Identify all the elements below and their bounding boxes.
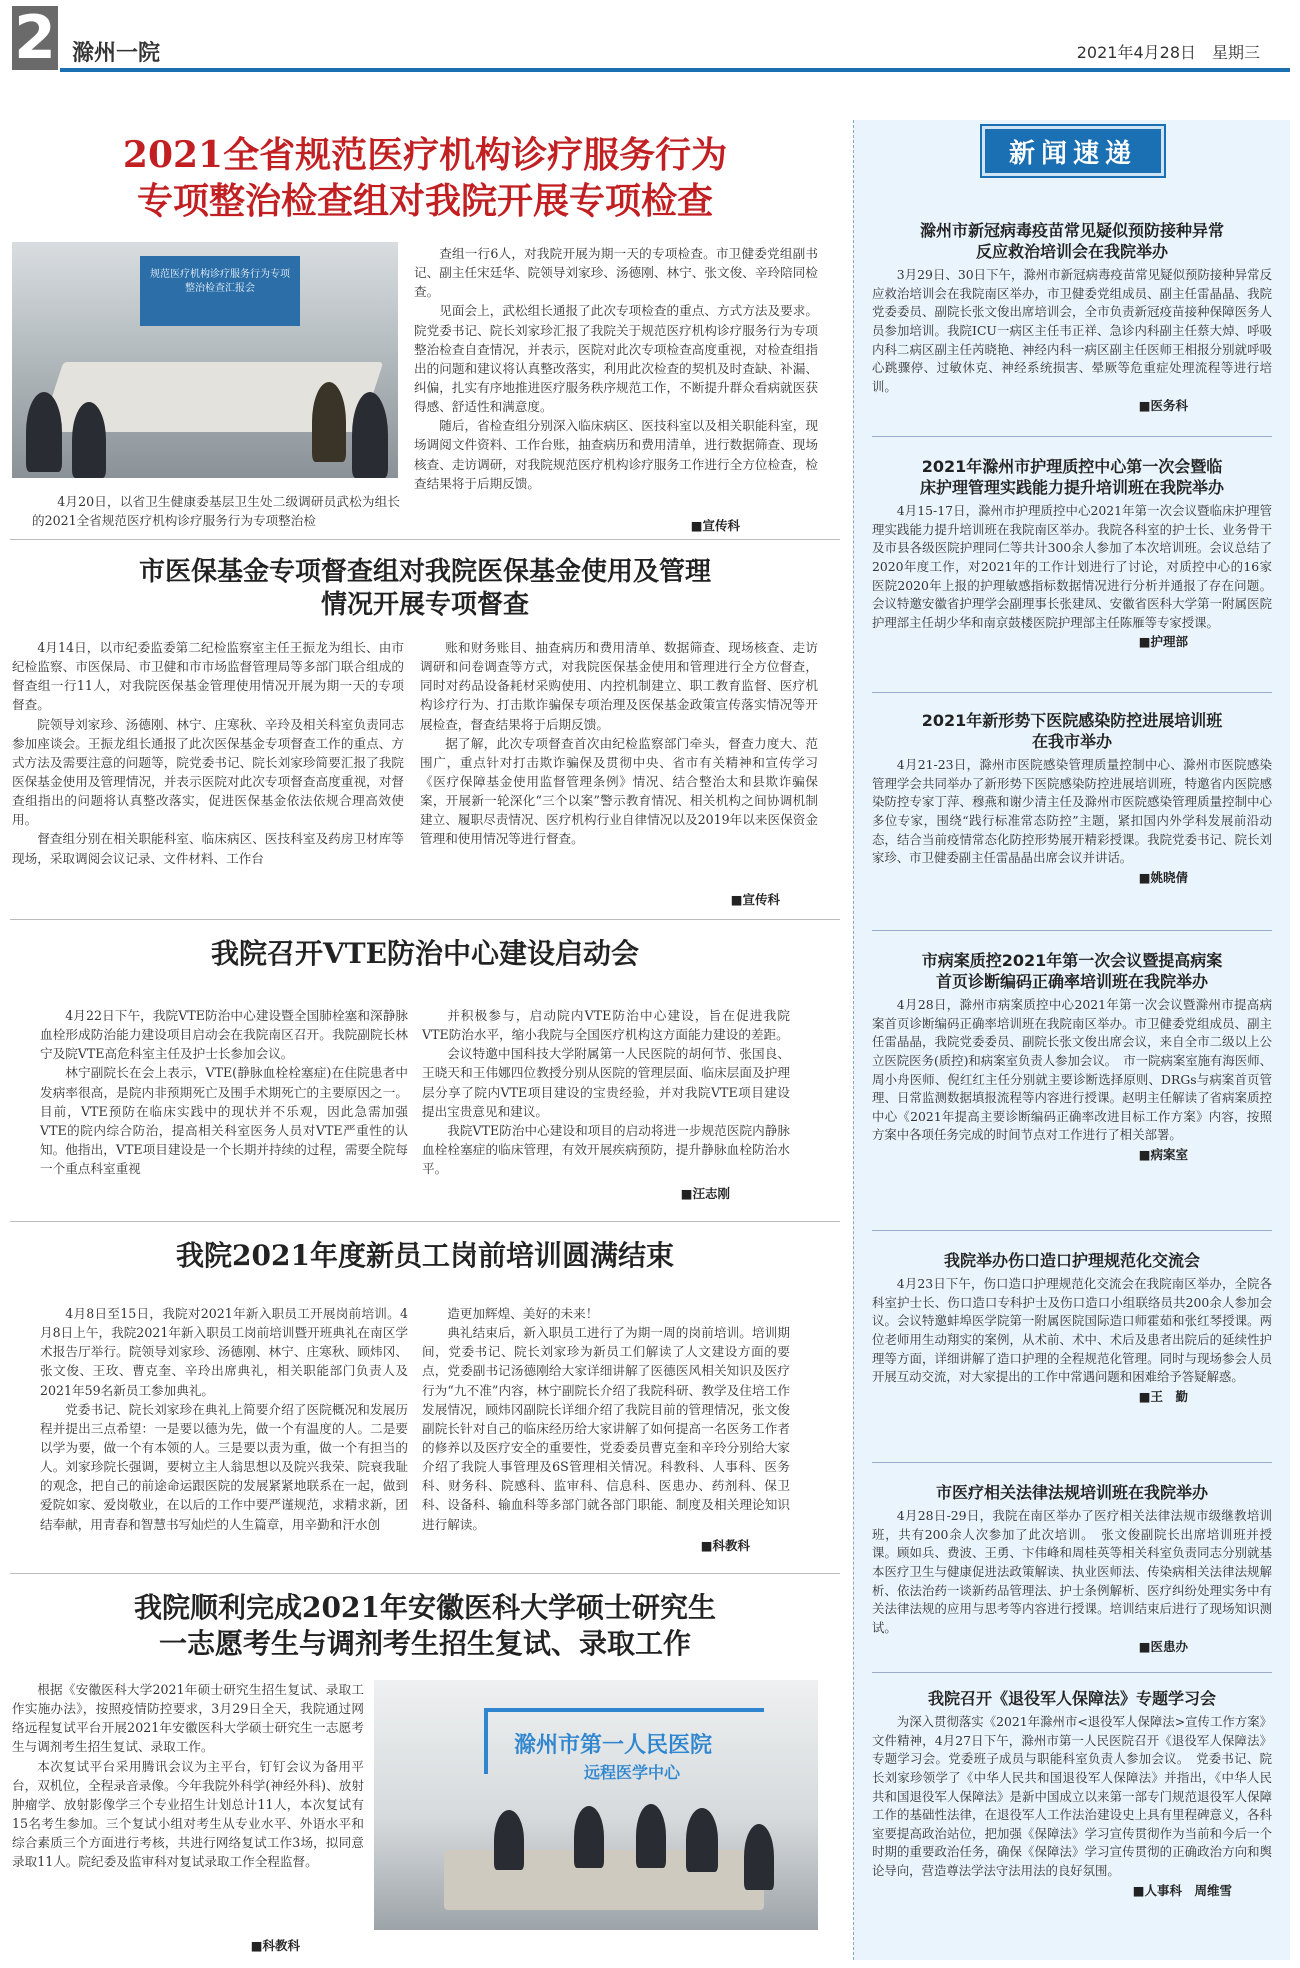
brief-divider [872,930,1272,931]
brief-divider [872,1462,1272,1463]
page-number: 2 [12,6,58,70]
article-body-left: 4月8日至15日，我院对2021年新入职员工开展岗前培训。4月8日上午，我院2021年新入职员工岗前培训暨开班典礼在南区学术报告厅举行。院领导刘家珍、汤德刚、林宁、庄寒秋、顾炜冈、张文俊、王玫、曹克奎、辛玲出席典礼，相关职能部门负责人及2021年59名新员工参加典礼。 党委书记、院长刘家珍在典礼上简要介绍了医院概况和发展历程并提出三点希望：一是要以德为先，做一个有温度的人。二是要以学为要，做一个有本领的人。三是要以责为重，做一个有担当的人。刘家珍院长强调，要树立主人翁思想以及院兴我荣、院衰我耻的观念，把自己的前途命运跟医院的发展紧紧地联系在一起，做到爱院如家、爱岗敬业，在以后的工作中要严谨规范，求精求新，团结奉献，用青春和智慧书写灿烂的人生篇章，用辛勤和汗水创 [40,1306,408,1532]
brief-divider [872,692,1272,693]
attendee-figure [352,392,388,478]
brief-divider [872,1230,1272,1231]
article-credit: ■科教科 [250,1938,300,1953]
brief-item [872,1482,1272,1655]
brief-body: 3月29日、30日下午，滁州市新冠病毒疫苗常见疑似预防接种异常反应救治培训会在我院南区举办，市卫健委党组成员、副主任雷晶晶、我院党委委员、副院长张文俊出席培训会，全市负责新冠疫苗接种保障医务人员参加培训。我院ICU一病区主任韦正祥、急诊内科副主任蔡大焯、呼吸内科二病区副主任芮晓艳、神经内科一病区副主任医师王相报分别就呼吸心跳骤停、过敏休克、神经系统损害、晕厥等危重症处理流程等进行培训。 [872,267,1272,394]
brief-title: 2021年新形势下医院感染防控进展培训班 在我市举办 [921,711,1223,752]
news-brief-sidebar [853,120,1290,1960]
attendee-figure [574,1806,604,1868]
brief-item [872,1688,1272,1899]
brief-divider [872,436,1272,437]
meeting-photo [12,242,398,478]
brief-item [872,950,1272,1163]
article-body-left: 4月22日下午，我院VTE防治中心建设暨全国肺栓塞和深静脉血栓形成防治能力建设项目启动会在我院南区召开。我院副院长林宁及院VTE高危科室主任及护士长参加会议。 林宁副院长在会上表示，VTE(静脉血栓栓塞症)在住院患者中发病率很高，是院内非预期死亡及围手术期死亡的主要原因之一。目前，VTE预防在临床实践中的现状并不乐观，因此急需加强VTE的院内综合防治，提高相关科室医务人员对VTE严重性的认知。他指出，VTE项目建设是一个长期并持续的过程，需要全院每一个重点科室重视 [40,1008,408,1177]
article-body-right: 账和财务账目、抽查病历和费用清单、数据筛查、现场核查、走访调研和问卷调查等方式，对我院医保基金使用和管理进行全方位督查，同时对药品设备耗材采购使用、内控机制建立、职工教育监督、医疗机构诊疗行为、打击欺诈骗保专项治理及医保基金政策宣传落实情况等开展检查，督查结果将于后期反馈。 据了解，此次专项督查首次由纪检监察部门牵头，督查力度大、范围广，重点针对打击欺诈骗保及贯彻中央、省市有关精神和宣传学习《医疗保障基金使用监督管理条例》情况、结合整治太和县欺诈骗保案，开展新一轮深化“三个以案”警示教育情况、相关机构之间协调机制建立、履职尽责情况、医疗机构行业自律情况以及2019年以来医保资金管理和使用情况等进行督查。 [420,640,818,847]
brief-body: 为深入贯彻落实《2021年滁州市<退役军人保障法>宣传工作方案》文件精神，4月27日下午，滁州市第一人民医院召开《退役军人保障法》专题学习会。党委班子成员与职能科室负责人参加会议。 党委书记、院长刘家珍领学了《中华人民共和国退役军人保障法》并指出，《中华人民共和国退役军人保障法》是新中国成立以来第一部专门规范退役军人保障工作的基础性法律，在退役军人工作法治建设史上具有里程碑意义，各科室要提高政治站位，把加强《保障法》学习宣传贯彻作为当前和今后一个时期的重要政治任务，确保《保障法》学习宣传贯彻的正确政治方向和舆论导向，营造尊法学法守法用法的良好氛围。 [872,1714,1272,1878]
brief-credit: ■姚晓倩 [1138,869,1188,885]
brief-credit: ■病案室 [1138,1147,1188,1163]
brief-title: 滁州市新冠病毒疫苗常见疑似预防接种异常 反应救治培训会在我院举办 [919,221,1224,262]
brief-credit: ■医患办 [1138,1639,1188,1655]
attendee-figure [744,1824,774,1890]
brief-body: 4月15-17日，滁州市护理质控中心2021年第一次会议暨临床护理管理实践能力提升培训班在我院南区举办。我院各科室的护士长、业务骨干及市县各级医院护理同仁等共计300余人参加了本次培训班。会议总结了2020年度工作，对2021年的工作计划进行了讨论，对质控中心的16家医院2020年上报的护理敏感指标数据情况进行分析并通报了存在问题。会议特邀安徽省护理学会副理事长张建凤、安徽省医科大学第一附属医院护理部主任胡少华和南京鼓楼医院护理部主任陈雁等专家授课。 [872,503,1272,630]
article-headline: 市医保基金专项督查组对我院医保基金使用及管理 情况开展专项督查 [138,557,711,621]
article-headline: 我院2021年度新员工岗前培训圆满结束 [176,1239,674,1272]
brief-title: 市病案质控2021年第一次会议暨提高病案 首页诊断编码正确率培训班在我院举办 [921,951,1223,992]
article-vte [10,922,840,1222]
brief-item [872,1250,1272,1405]
brief-title: 我院召开《退役军人保障法》专题学习会 [927,1689,1216,1708]
article-medical-insurance [10,542,840,920]
brief-body: 4月28日-29日，我院在南区举办了医疗相关法律法规市级继教培训班，共有200余人次参加了此次培训。 张文俊副院长出席培训班并授课。顾如兵、费波、王勇、卞伟峰和周桂英等相关科室负责同志分别就基本医疗卫生与健康促进法政策解读、执业医师法、传染病相关法律法规解析、依法治药一谈新药品管理法、护士条例解析、医疗纠纷处理实务中有关法律法规的应用与思考等内容进行授课。培训结束后进行了现场知识测试。 [872,1508,1272,1635]
brief-divider [872,1672,1272,1673]
brief-credit: ■医务科 [1138,398,1188,414]
masthead [0,0,1300,92]
article-new-staff-training [10,1224,840,1574]
brief-item [872,710,1272,886]
attendee-figure [72,402,106,478]
attendee-figure [494,1810,524,1870]
article-credit: ■汪志刚 [680,1186,730,1201]
brief-credit: ■人事科 周维雪 [1132,1882,1232,1898]
main-column [10,120,840,1960]
attendee-figure [636,1804,666,1868]
article-body-right: 并积极参与，启动院内VTE防治中心建设，旨在促进我院VTE防治水平，缩小我院与全国医疗机构这方面能力建设的差距。 会议特邀中国科技大学附属第一人民医院的胡何节、张国良、王晓天和王伟娜四位教授分别从医院的管理层面、临床层面及护理层分享了院内VTE项目建设的宝贵经验，并对我院VTE项目建设提出宝贵意见和建议。 我院VTE防治中心建设和项目的启动将进一步规范医院内静脉血栓栓塞症的临床管理，有效开展疾病预防，提升静脉血栓防治水平。 [422,1008,790,1177]
brief-body: 4月23日下午，伤口造口护理规范化交流会在我院南区举办，全院各科室护士长、伤口造口专科护士及伤口造口小组联络员共200余人参加会议。会议特邀蚌埠医学院第一附属医院国际造口师霍茹和张红琴授课。两位老师用生动翔实的案例，从术前、术中、术后及患者出院后的延续性护理等方面，详细讲解了造口护理的全程规范化管理。同时与现场参会人员开展互动交流，对大家提出的工作中常遇问题和困难给予答疑解惑。 [872,1276,1272,1385]
article-headline: 我院召开VTE防治中心建设启动会 [211,937,639,970]
news-brief-banner: 新闻速递 [982,126,1164,176]
article-headline: 我院顺利完成2021年安徽医科大学硕士研究生 一志愿考生与调剂考生招生复试、录取工作 [134,1591,716,1660]
brief-title: 我院举办伤口造口护理规范化交流会 [943,1251,1200,1270]
brief-credit: ■护理部 [1138,634,1188,650]
masthead-rule [60,68,1290,72]
attendee-figure [26,392,62,472]
projection-screen: 规范医疗机构诊疗服务行为专项整治检查汇报会 [140,256,300,326]
photo-caption: 4月20日，以省卫生健康委基层卫生处二级调研员武松为组长的2021全省规范医疗机构诊疗服务行为专项整治检 [32,494,400,529]
article-credit: ■宣传科 [730,892,780,907]
section-title: 滁州一院 [72,41,161,66]
article-graduate-admission [10,1576,840,1960]
brief-body: 4月28日，滁州市病案质控中心2021年第一次会议暨滁州市提高病案首页诊断编码正确率培训班在我院南区举办。市卫健委党组成员、副主任雷晶晶，我院党委委员、副院长张文俊出席会议，来自全市二级以上公立医院医务(质控)和病案室负责人参加会议。 市一院病案室施有海医师、周小舟医师、倪红红主任分别就主要诊断选择原则、DRGs与病案首页管理、日常监测数据填报流程等内容进行授课。赵明主任解读了省病案质控中心《2021年提高主要诊断编码正确率改进目标工作方案》内容，按照方案中各项任务完成的时间节点对工作进行了相关部署。 [872,997,1272,1143]
article-credit: ■宣传科 [690,518,740,533]
article-headline: 2021全省规范医疗机构诊疗服务行为 专项整治检查组对我院开展专项检查 [122,134,728,223]
brief-item [872,456,1272,650]
attendee-figure [686,1808,718,1872]
issue-date: 2021年4月28日 星期三 [1076,43,1260,62]
article-body-right: 造更加辉煌、美好的未来！ 典礼结束后，新入职员工进行了为期一周的岗前培训。培训期间，党委书记、院长刘家珍为新员工们解读了人文建设方面的要点，党委副书记汤德刚给大家详细讲解了医德医风相关知识及医疗行为“九不准”内容，林宁副院长介绍了我院科研、教学及住培工作发展情况，顾炜冈副院长详细介绍了我院目前的管理情况，张文俊副院长针对自己的临床经历给大家讲解了如何提高一名医务工作者的修养以及医疗安全的重要性，党委委员曹克奎和辛玲分别给大家介绍了我院人事管理及6S管理相关情况。科教科、人事科、医务科、财务科、院感科、监审科、信息科、医患办、药剂科、保卫科、设备科、输血科等多部门就各部门职能、制度及相关理论知识进行解读。 [422,1306,790,1532]
article-body: 查组一行6人，对我院开展为期一天的专项检查。市卫健委党组副书记、副主任宋廷华、院领导刘家珍、汤德刚、林宁、张文俊、辛玲陪同检查。 见面会上，武松组长通报了此次专项检查的重点、方式方法及要求。院党委书记、院长刘家珍汇报了我院关于规范医疗机构诊疗服务行为专项整治检查自查情况，并表示，医院对此次专项检查高度重视，对检查组指出的问题和建议将认真整改落实，利用此次检查的契机及时查缺、补漏、纠偏，扎实有序地推进医疗服务秩序规范工作，不断提升群众看病就医获得感、舒适性和满意度。 随后，省检查组分别深入临床病区、医技科室以及相关职能科室，现场调阅文件资料、工作台账，抽查病历和费用清单，进行数据筛查、现场核查、走访调研，对我院规范医疗机构诊疗服务工作进行全方位检查，检查结果将于后期反馈。 [414,246,818,491]
brief-item [872,220,1272,414]
article-inspection [10,120,840,540]
remote-interview-photo [374,1680,818,1930]
article-body: 根据《安徽医科大学2021年硕士研究生招生复试、录取工作实施办法》，按照疫情防控要求，3月29日全天，我院通过网络远程复试平台开展2021年安徽医科大学硕士研究生一志愿考生与调剂考生招生复试、录取工作。 本次复试平台采用腾讯会议为主平台，钉钉会议为备用平台，双机位，全程录音录像。今年我院外科学(神经外科)、放射肿瘤学、放射影像学三个专业招生计划总计11人，本次复试有15名考生参加。三个复试小组对考生从专业水平、外语水平和综合素质三个方面进行考核，共进行网络复试工作3场，拟同意录取11人。院纪委及监审科对复试录取工作全程监督。 [12,1682,364,1870]
brief-title: 2021年滁州市护理质控中心第一次会暨临 床护理管理实践能力提升培训班在我院举办 [919,457,1224,498]
attendee-figure [312,382,346,462]
article-credit: ■科教科 [700,1538,750,1553]
brief-title: 市医疗相关法律法规培训班在我院举办 [935,1483,1208,1502]
brief-credit: ■王 勤 [1138,1388,1188,1404]
wall-sign-sub: 远程医学中心 [584,1763,681,1782]
brief-body: 4月21-23日，滁州市医院感染管理质量控制中心、滁州市医院感染管理学会共同举办了新形势下医院感染防控进展培训班，特邀省内医院感染防控专家丁萍、穆燕和谢少清主任及滁州市医院感染管理质量控制中心多位专家，围绕“践行标准常态防控”主题，紧扣国内外学科发展前沿动态，结合当前疫情常态化防控形势展开精彩授课。我院党委书记、院长刘家珍、市卫健委副主任雷晶晶出席会议并讲话。 [872,757,1272,866]
wall-sign: 滁州市第一人民医院 [514,1733,713,1758]
article-body-left: 4月14日，以市纪委监委第二纪检监察室主任王振龙为组长、由市纪检监察、市医保局、市卫健和市市场监督管理局等多部门联合组成的督查组一行11人，对我院医保基金管理使用情况开展为期一天的专项督查。 院领导刘家珍、汤德刚、林宁、庄寒秋、辛玲及相关科室负责同志参加座谈会。王振龙组长通报了此次医保基金专项督查工作的重点、方式方法及需要注意的问题等，院党委书记、院长刘家珍简要汇报了我院医保基金使用及管理情况，并表示医院对此次专项督查高度重视，对督查组指出的问题将认真整改落实，促进医保基金依法依规合理高效使用。 督查组分别在相关职能科室、临床病区、医技科室及药房卫材库等现场，采取调阅会议记录、文件材料、工作台 [12,640,404,866]
